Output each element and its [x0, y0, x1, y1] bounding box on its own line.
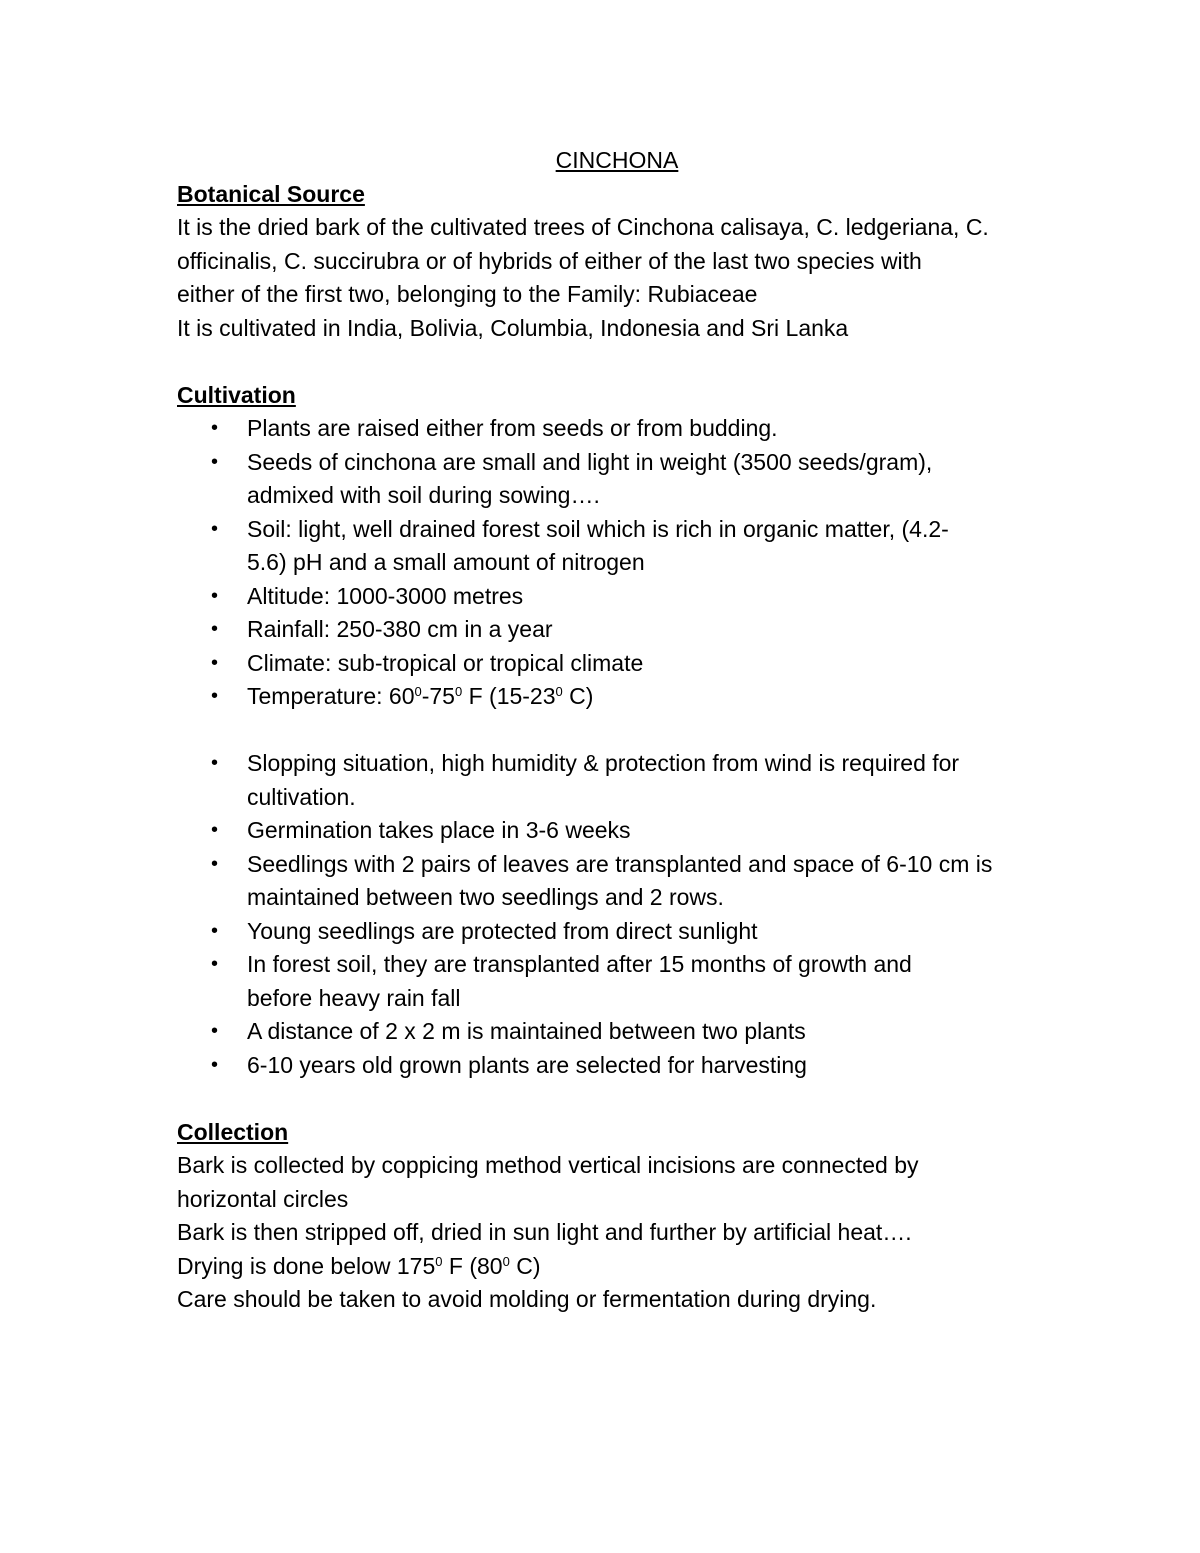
temperature-mid: F (15-23 — [462, 683, 556, 709]
list-item — [177, 747, 1077, 814]
degree-superscript: 0 — [454, 684, 463, 699]
cultivation-list-1 — [177, 412, 1077, 714]
bullet-icon: • — [211, 1020, 219, 1042]
bullet-icon: • — [211, 450, 219, 473]
bullet-icon: • — [211, 1053, 219, 1076]
list-item-text: Seedlings with 2 pairs of leaves are transplanted and space of 6-10 cm is — [247, 850, 993, 877]
document-title: CINCHONA — [555, 147, 679, 173]
list-item-text: Seeds of cinchona are small and light in weight (3500 seeds/gram), — [247, 448, 933, 475]
list-item — [177, 613, 1077, 647]
list-item-text: Young seedlings are protected from direct sunlight — [247, 917, 758, 944]
list-item-text: Germination takes place in 3-6 weeks — [247, 817, 631, 843]
spacer — [177, 345, 1077, 379]
bullet-icon: • — [211, 417, 219, 439]
collection-line: horizontal circles — [177, 1185, 349, 1212]
collection-line: Bark is collected by coppicing method vertical incisions are connected by — [177, 1152, 919, 1178]
list-item — [177, 1049, 1077, 1083]
list-item-text: Plants are raised either from seeds or from budding. — [247, 415, 778, 441]
collection-drying-line — [177, 1250, 1077, 1284]
list-item-text: cultivation. — [247, 783, 356, 810]
degree-superscript: 0 — [502, 1253, 510, 1269]
list-item — [177, 513, 1077, 580]
spacer — [177, 1082, 1077, 1116]
botanical-source-heading: Botanical Source — [177, 180, 365, 207]
bullet-icon: • — [211, 752, 219, 774]
bullet-icon: • — [211, 852, 219, 875]
list-item-text: Altitude: 1000-3000 metres — [247, 582, 524, 609]
botanical-source-line: officinalis, C. succirubra or of hybrids of either of the last two species with — [177, 247, 922, 274]
list-item — [177, 580, 1077, 614]
list-item — [177, 848, 1077, 915]
list-item-text: 5.6) pH and a small amount of nitrogen — [247, 549, 645, 575]
collection-line: Bark is then stripped off, dried in sun light and further by artificial heat…. — [177, 1219, 912, 1245]
botanical-source-line: It is the dried bark of the cultivated trees of Cinchona calisaya, C. ledgeriana, C. — [177, 214, 989, 240]
list-item-text: A distance of 2 x 2 m is maintained between two plants — [247, 1018, 806, 1044]
drying-mid: F (80 — [442, 1252, 503, 1279]
collection-line: Care should be taken to avoid molding or fermentation during drying. — [177, 1286, 877, 1312]
cultivation-heading: Cultivation — [177, 381, 296, 408]
bullet-icon: • — [211, 651, 219, 674]
list-item-temperature — [177, 680, 1077, 714]
degree-superscript: 0 — [414, 684, 422, 699]
list-item — [177, 412, 1077, 446]
bullet-icon: • — [211, 517, 219, 540]
list-item-text: Rainfall: 250-380 cm in a year — [247, 616, 553, 642]
list-item-text: Slopping situation, high humidity & protection from wind is required for — [247, 750, 960, 776]
temperature-mid: -75 — [421, 683, 455, 709]
list-item — [177, 915, 1077, 949]
drying-prefix: Drying is done below 175 — [177, 1252, 436, 1279]
temperature-suffix: C) — [562, 683, 594, 709]
bullet-icon: • — [211, 953, 219, 975]
bullet-icon: • — [211, 618, 219, 640]
botanical-source-line: It is cultivated in India, Bolivia, Columbia, Indonesia and Sri Lanka — [177, 314, 849, 341]
degree-superscript: 0 — [435, 1253, 443, 1269]
list-item — [177, 1015, 1077, 1049]
list-item-text: 6-10 years old grown plants are selected for harvesting — [247, 1051, 807, 1078]
list-item-text: admixed with soil during sowing…. — [247, 482, 600, 508]
bullet-icon: • — [211, 919, 219, 942]
cultivation-list-2 — [177, 747, 1077, 1082]
collection-heading: Collection — [177, 1118, 289, 1145]
list-item-text: Climate: sub-tropical or tropical climate — [247, 649, 644, 676]
list-item — [177, 948, 1077, 1015]
list-item-text: before heavy rain fall — [247, 984, 461, 1011]
list-item-text: maintained between two seedlings and 2 rows. — [247, 884, 724, 910]
botanical-source-line: either of the first two, belonging to the Family: Rubiaceae — [177, 281, 758, 307]
list-item — [177, 814, 1077, 848]
temperature-prefix: Temperature: 60 — [247, 683, 415, 709]
list-item-text: In forest soil, they are transplanted after 15 months of growth and — [247, 951, 912, 977]
list-item — [177, 446, 1077, 513]
bullet-icon: • — [211, 584, 219, 607]
degree-superscript: 0 — [555, 684, 563, 699]
bullet-icon: • — [211, 685, 219, 707]
list-item — [177, 647, 1077, 681]
list-item-text: Soil: light, well drained forest soil which is rich in organic matter, (4.2- — [247, 515, 949, 542]
drying-suffix: C) — [509, 1252, 541, 1279]
bullet-icon: • — [211, 819, 219, 841]
spacer — [177, 714, 1077, 748]
document-content — [177, 144, 1077, 1317]
